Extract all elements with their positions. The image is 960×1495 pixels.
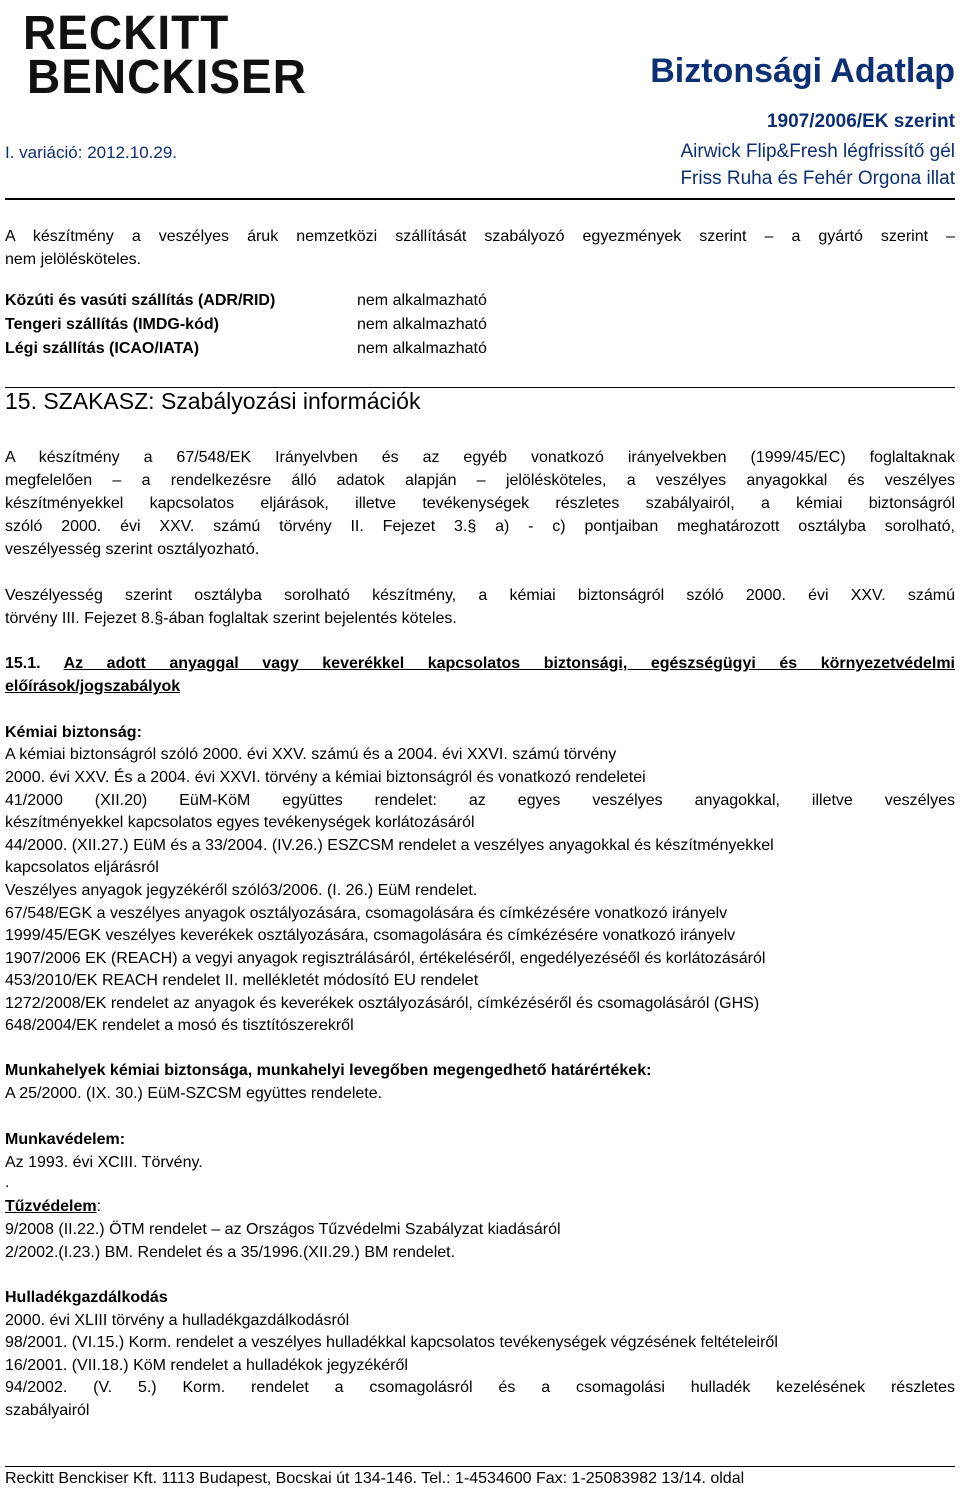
chem-safety-line: 1999/45/EGK veszélyes keverékek osztályozására, csomagolására és címkézésére vonatkozó irányelv xyxy=(5,927,736,944)
transport-value: nem alkalmazható xyxy=(357,316,487,333)
subsection-title: Az adott anyaggal vagy keverékkel kapcsolatos biztonsági, egészségügyi és környezetvédelmi xyxy=(63,655,955,672)
chem-safety-line: 41/2000 (XII.20) EüM-KöM együttes rendelet: az egyes veszélyes anyagokkal, illetve veszélyes xyxy=(5,792,955,809)
subsection-heading-line-1 xyxy=(5,652,955,675)
version-date: I. variáció: 2012.10.29. xyxy=(5,143,178,162)
section-paragraph-1-line: megfelelően – a rendelkezésre álló adatok alapján – jelölésköteles, a veszélyes anyagokkal és veszélyes xyxy=(5,472,955,489)
transport-label: Légi szállítás (ICAO/IATA) xyxy=(5,340,200,357)
fire-line: 9/2008 (II.22.) ÖTM rendelet – az Országos Tűzvédelmi Szabályzat kiadásáról xyxy=(5,1221,561,1238)
transport-value: nem alkalmazható xyxy=(357,340,487,357)
page-footer: Reckitt Benckiser Kft. 1113 Budapest, Bocskai út 134-146. Tel.: 1-4534600 Fax: 1-25083982 13/14. oldal xyxy=(5,1470,745,1487)
intro-line-2: nem jelölésköteles. xyxy=(5,251,142,268)
section-paragraph-1-line: készítményekkel kapcsolatos eljárások, illetve tevékenységek részletes szabályairól, a kémiai biztonságról xyxy=(5,495,955,512)
chem-safety-line: 453/2010/EK REACH rendelet II. mellékletét módosító EU rendelet xyxy=(5,972,479,989)
section-paragraph-1-line: A készítmény a 67/548/EK Irányelvben és az egyéb vonatkozó irányelvekben (1999/45/EC) foglaltaknak xyxy=(5,449,955,466)
labor-heading: Munkavédelem: xyxy=(5,1131,126,1148)
waste-line: 2000. évi XLIII törvény a hulladékgazdálkodásról xyxy=(5,1312,350,1329)
fire-line: 2/2002.(I.23.) BM. Rendelet és a 35/1996.(XII.29.) BM rendelet. xyxy=(5,1244,456,1261)
chem-safety-line: 67/548/EGK a veszélyes anyagok osztályozására, csomagolására és címkézésére vonatkozó irányelv xyxy=(5,905,728,922)
waste-line: szabályairól xyxy=(5,1402,90,1419)
product-name-line-2: Friss Ruha és Fehér Orgona illat xyxy=(680,168,955,189)
chem-safety-line: 648/2004/EK rendelet a mosó és tisztítószerekről xyxy=(5,1017,354,1034)
workplace-heading: Munkahelyek kémiai biztonsága, munkahelyi levegőben megengedhető határértékek: xyxy=(5,1062,652,1079)
waste-line: 16/2001. (VII.18.) KöM rendelet a hulladékok jegyzékéről xyxy=(5,1357,408,1374)
section-paragraph-1-line: veszélyesség szerint osztályozható. xyxy=(5,541,260,558)
waste-line: 94/2002. (V. 5.) Korm. rendelet a csomagolásról és a csomagolási hulladék kezelésének részletes xyxy=(5,1379,955,1396)
subsection-heading-line-2: előírások/jogszabályok xyxy=(5,678,181,695)
chem-safety-line: 2000. évi XXV. És a 2004. évi XXVI. törvény a kémiai biztonságról és vonatkozó rendeletei xyxy=(5,769,646,786)
labor-dot: . xyxy=(5,1174,10,1191)
chem-safety-line: Veszélyes anyagok jegyzékéről szóló3/2006. (I. 26.) EüM rendelet. xyxy=(5,882,478,899)
section-paragraph-1-line: szóló 2000. évi XXV. számú törvény II. Fejezet 3.§ a) - c) pontjaiban meghatározott osztályba sorolható, xyxy=(5,518,955,535)
transport-label: Közúti és vasúti szállítás (ADR/RID) xyxy=(5,292,276,309)
fire-heading-colon: : xyxy=(96,1198,102,1215)
labor-line: Az 1993. évi XCIII. Törvény. xyxy=(5,1154,203,1171)
logo-line-2: BENCKISER xyxy=(27,48,307,104)
waste-heading: Hulladékgazdálkodás xyxy=(5,1289,168,1306)
subsection-number: 15.1. xyxy=(5,655,41,672)
chem-safety-line: készítményekkel kapcsolatos egyes tevékenységek korlátozásáról xyxy=(5,814,475,831)
document-title: Biztonsági Adatlap xyxy=(650,52,955,90)
fire-heading-row xyxy=(5,1195,955,1218)
chem-safety-line: 1272/2008/EK rendelet az anyagok és keverékek osztályozásáról, címkézéséről és csomagolásáról (GHS) xyxy=(5,995,760,1012)
chem-safety-line: kapcsolatos eljárásról xyxy=(5,859,159,876)
chem-safety-line: 44/2000. (XII.27.) EüM és a 33/2004. (IV.26.) ESZCSM rendelet a veszélyes anyagokkal és készítményekkel xyxy=(5,837,774,854)
fire-heading: Tűzvédelem xyxy=(5,1198,97,1215)
chem-safety-line: A kémiai biztonságról szóló 2000. évi XXV. számú és a 2004. évi XXVI. számú törvény xyxy=(5,746,617,763)
section-paragraph-2-line: Veszélyesség szerint osztályba sorolható készítmény, a kémiai biztonságról szóló 2000. évi XXV. számú xyxy=(5,587,955,604)
section-paragraph-2-line: törvény III. Fejezet 8.§-ában foglaltak szerint bejelentés köteles. xyxy=(5,610,457,627)
company-logo xyxy=(23,4,307,106)
transport-value: nem alkalmazható xyxy=(357,292,487,309)
regulation-reference: 1907/2006/EK szerint xyxy=(766,111,955,132)
logo-line-1: RECKITT xyxy=(23,4,230,60)
transport-label: Tengeri szállítás (IMDG-kód) xyxy=(5,316,219,333)
workplace-line: A 25/2000. (IX. 30.) EüM-SZCSM együttes rendelete. xyxy=(5,1085,383,1102)
document-page xyxy=(5,0,955,1495)
chem-safety-line: 1907/2006 EK (REACH) a vegyi anyagok regisztrálásáról, értékeléséről, engedélyezéséől és korlátozásáról xyxy=(5,950,766,967)
header-divider xyxy=(5,198,955,200)
section-title: 15. SZAKASZ: Szabályozási információk xyxy=(5,388,421,414)
waste-line: 98/2001. (VI.15.) Korm. rendelet a veszélyes hulladékkal kapcsolatos tevékenységek végzésének feltételeiről xyxy=(5,1334,778,1351)
intro-line-1: A készítmény a veszélyes áruk nemzetközi szállítását szabályozó egyezmények szerint – a gyártó szerint – xyxy=(5,228,955,245)
footer-divider xyxy=(5,1466,955,1467)
product-name-line-1: Airwick Flip&Fresh légfrissítő gél xyxy=(680,141,955,162)
chem-safety-heading: Kémiai biztonság: xyxy=(5,724,142,741)
